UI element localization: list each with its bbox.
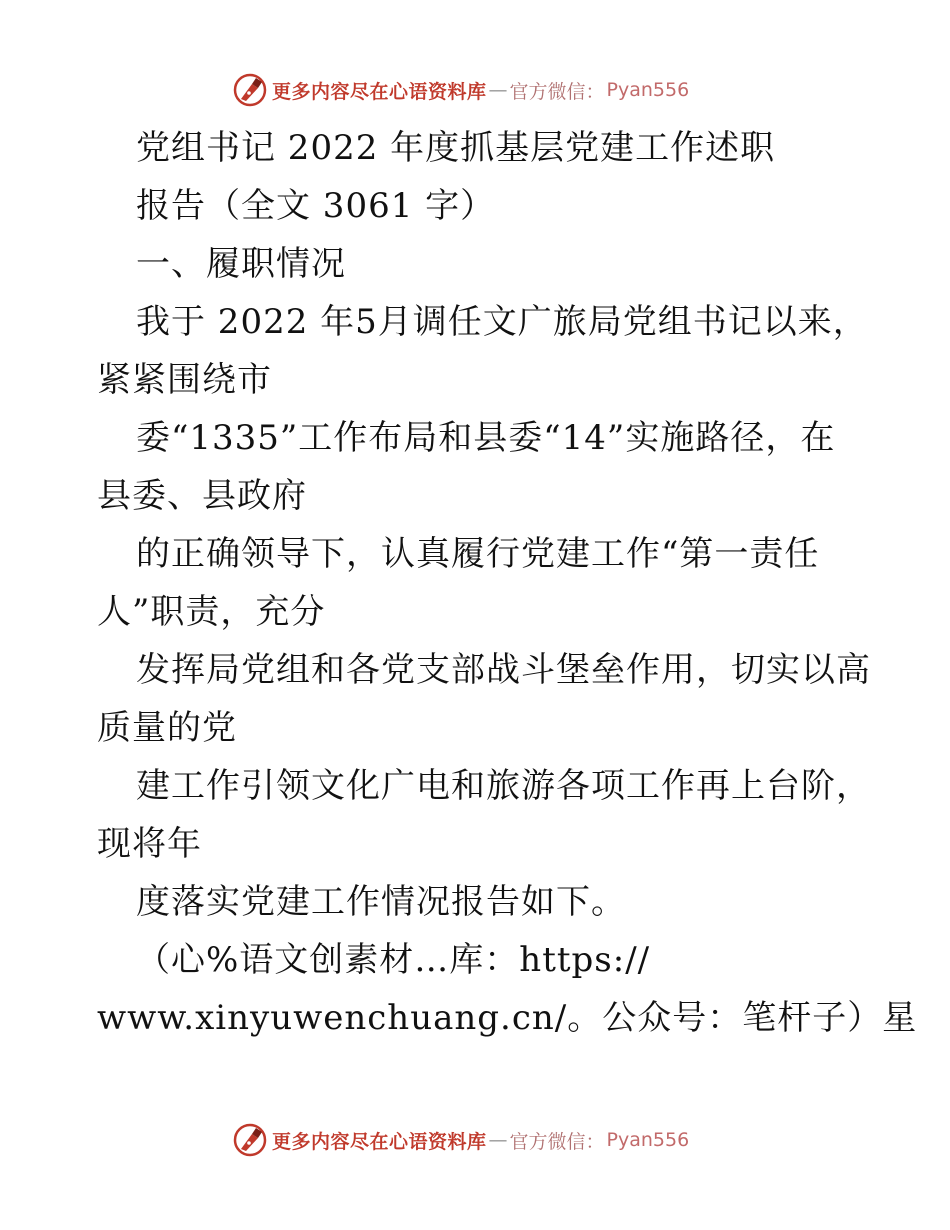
paragraph-line: 现将年 — [97, 824, 202, 864]
paragraph-line: 我于 2022 年5月调任文广旅局党组书记以来， — [136, 302, 868, 342]
paragraph-line: 县委、县政府 — [97, 476, 307, 516]
banner-wechat-id: Pyan556 — [606, 79, 690, 101]
doc-title-line-2: 报告（全文 3061 字） — [136, 186, 496, 226]
banner-main-text: 更多内容尽在心语资料库 — [272, 1130, 487, 1153]
paragraph-line: www.xinyuwenchuang.cn/。公众号：笔杆子）星 — [97, 998, 918, 1038]
paragraph-line: 发挥局党组和各党支部战斗堡垒作用，切实以高 — [136, 650, 871, 690]
banner-wechat-label: 官方微信： — [509, 1130, 605, 1153]
paragraph-line: 人”职责，充分 — [97, 592, 326, 632]
banner-dash: — — [488, 1129, 508, 1151]
pen-nib-logo-icon — [232, 72, 268, 108]
header-banner — [232, 70, 712, 110]
paragraph-line: 质量的党 — [97, 708, 237, 748]
banner-dash: — — [488, 79, 508, 101]
banner-main-text: 更多内容尽在心语资料库 — [272, 80, 487, 103]
paragraph-line: 紧紧围绕市 — [97, 360, 272, 400]
banner-wechat-id: Pyan556 — [606, 1129, 690, 1151]
paragraph-line: 委“1335”工作布局和县委“14”实施路径，在 — [136, 418, 836, 458]
doc-title-line-1: 党组书记 2022 年度抓基层党建工作述职 — [136, 128, 776, 168]
footer-banner — [232, 1120, 712, 1160]
paragraph-line: 建工作引领文化广电和旅游各项工作再上台阶， — [136, 766, 871, 806]
paragraph-line: 度落实党建工作情况报告如下。 — [136, 882, 626, 922]
banner-wechat-label: 官方微信： — [509, 80, 605, 103]
pen-nib-logo-icon — [232, 1122, 268, 1158]
section-heading: 一、履职情况 — [136, 244, 346, 284]
paragraph-line: 的正确领导下，认真履行党建工作“第一责任 — [136, 534, 820, 574]
paragraph-line: （心%语文创素材…库：https:// — [136, 940, 651, 980]
